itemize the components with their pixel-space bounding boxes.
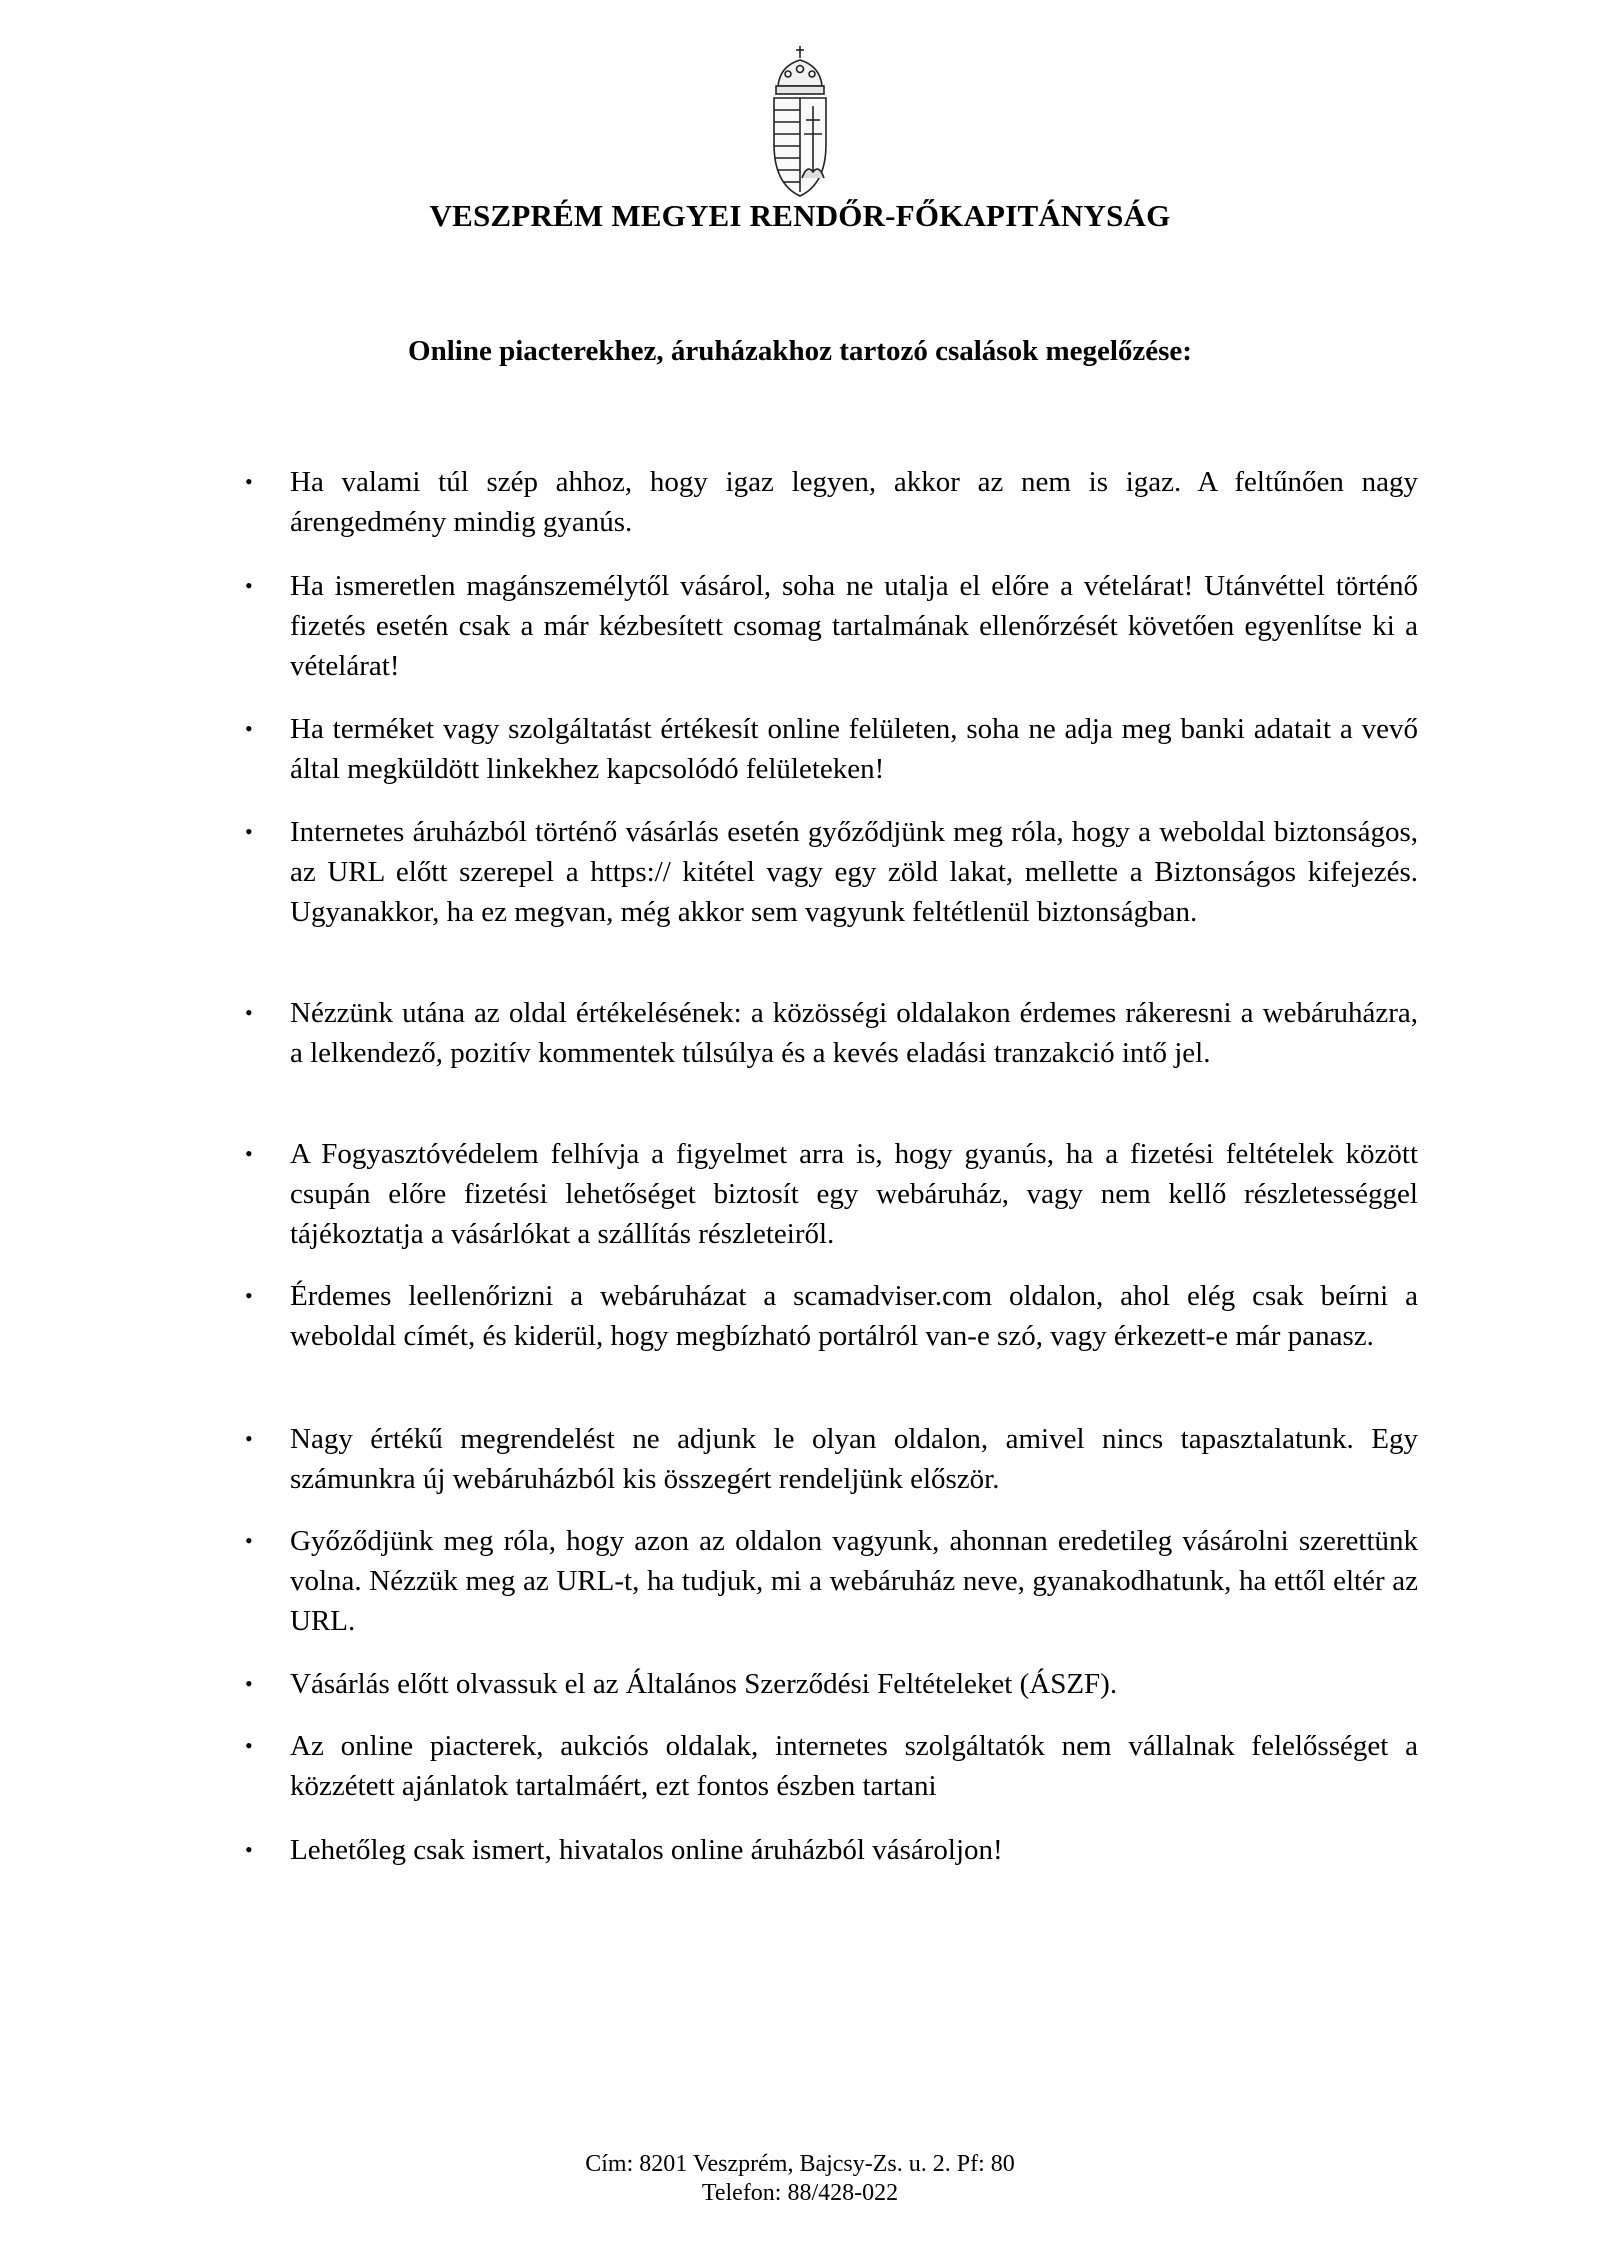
organization-name: VESZPRÉM MEGYEI RENDŐR-FŐKAPITÁNYSÁG (429, 198, 1171, 233)
list-item: • A Fogyasztóvédelem felhívja a figyelmet arra is, hogy gyanús, ha a fizetési feltételek között csupán előre fizetési lehetőséget biztosít egy webáruház, vagy nem kellő részletességgel tájékoztatja a vásárlókat a szállítás részleteiről. (290, 1134, 1418, 1254)
document-title: Online piacterekhez, áruházakhoz tartozó csalások megelőzése: (408, 335, 1192, 367)
list-item: • Internetes áruházból történő vásárlás esetén győződjünk meg róla, hogy a weboldal biztonságos, az URL előtt szerepel a https:// kitétel vagy egy zöld lakat, mellette a Biztonságos kifejezés. Ugyanakkor, ha ez megvan, még akkor sem vagyunk feltétlenül biztonságban. (290, 812, 1418, 932)
footer (0, 2150, 1600, 2208)
list-item: • Érdemes leellenőrizni a webáruházat a scamadviser.com oldalon, ahol elég csak beírni a weboldal címét, és kiderül, hogy megbízható portálról van-e szó, vagy érkezett-e már panasz. (290, 1276, 1418, 1356)
list-item: • Nagy értékű megrendelést ne adjunk le olyan oldalon, amivel nincs tapasztalatunk. Egy számunkra új webáruházból kis összegért rendeljünk először. (290, 1419, 1418, 1499)
hungarian-coat-of-arms-icon (768, 44, 832, 199)
footer-phone: Telefon: 88/428-022 (701, 2180, 899, 2206)
list-item: • Az online piacterek, aukciós oldalak, internetes szolgáltatók nem vállalnak felelősséget a közzétett ajánlatok tartalmáért, ezt fontos észben tartani (290, 1726, 1418, 1806)
list-item: • Győződjünk meg róla, hogy azon az oldalon vagyunk, ahonnan eredetileg vásárolni szerettünk volna. Nézzük meg az URL-t, ha tudjuk, mi a webáruház neve, gyanakodhatunk, ha ettől eltér az URL. (290, 1521, 1418, 1641)
list-item: • Vásárlás előtt olvassuk el az Általános Szerződési Feltételeket (ÁSZF). (290, 1664, 1418, 1704)
list-item: • Nézzünk utána az oldal értékelésének: a közösségi oldalakon érdemes rákeresni a webáruházra, a lelkendező, pozitív kommentek túlsúlya és a kevés eladási tranzakció intő jel. (290, 993, 1418, 1073)
list-item: • Ha valami túl szép ahhoz, hogy igaz legyen, akkor az nem is igaz. A feltűnően nagy árengedmény mindig gyanús. (290, 462, 1418, 542)
footer-address: Cím: 8201 Veszprém, Bajcsy-Zs. u. 2. Pf: 80 (585, 2151, 1015, 2177)
list-item: • Lehetőleg csak ismert, hivatalos online áruházból vásároljon! (290, 1830, 1418, 1870)
list-item: • Ha terméket vagy szolgáltatást értékesít online felületen, soha ne adja meg banki adatait a vevő által megküldött linkekhez kapcsolódó felületeken! (290, 709, 1418, 789)
list-item: • Ha ismeretlen magánszemélytől vásárol, soha ne utalja el előre a vételárat! Utánvéttel történő fizetés esetén csak a már kézbesített csomag tartalmának ellenőrzését követően egyenlítse ki a vételárat! (290, 566, 1418, 686)
